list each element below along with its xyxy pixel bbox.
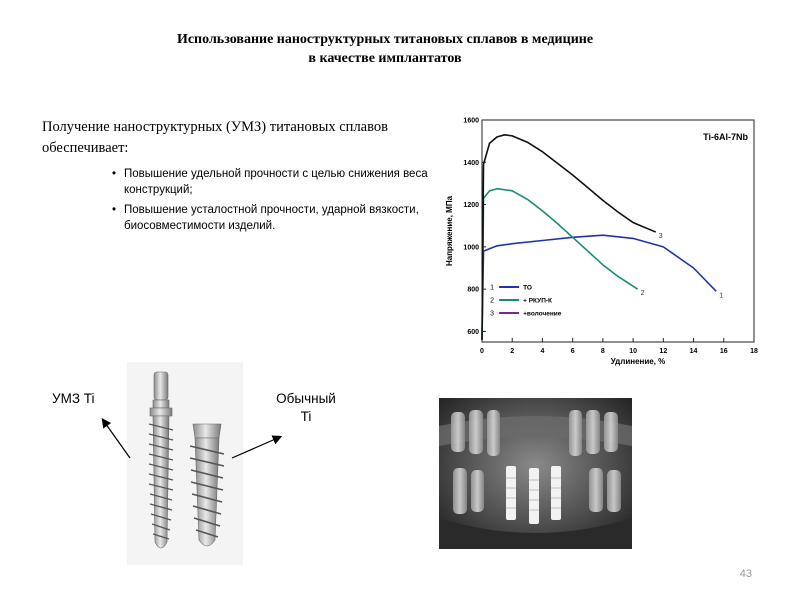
legend-label: ТО — [523, 284, 532, 292]
stress-strain-chart — [438, 112, 762, 368]
title-line-2: в качестве имплантатов — [308, 51, 462, 66]
label-regular-line-1: Обычный — [276, 391, 336, 406]
y-tick-label: 1600 — [463, 117, 479, 125]
legend-number: 3 — [490, 310, 495, 318]
bullet-item: • Повышение удельной прочности с целью снижения веса конструкций; — [112, 166, 432, 198]
lead-text: Получение наноструктурных (УМЗ) титановых сплавов обеспечивает: — [42, 119, 388, 156]
x-tick-label: 0 — [480, 348, 484, 355]
y-tick-label: 800 — [467, 286, 479, 294]
y-axis-label: Напряжение, МПа — [445, 195, 454, 267]
slide-title — [60, 30, 710, 68]
series-end-label: 2 — [640, 290, 645, 298]
xray-illustration — [439, 398, 632, 549]
bullet-list — [112, 166, 432, 238]
x-tick-label: 14 — [689, 348, 698, 355]
page-number: 43 — [739, 568, 752, 580]
series-end-label: 1 — [719, 292, 724, 300]
legend-number: 2 — [490, 297, 495, 305]
chart-title: Ti-6Al-7Nb — [703, 132, 748, 142]
x-tick-label: 4 — [540, 348, 545, 355]
arrow-umz — [103, 420, 130, 458]
x-tick-label: 18 — [750, 348, 758, 355]
x-tick-label: 16 — [719, 348, 728, 355]
x-tick-label: 8 — [600, 348, 605, 355]
dental-xray-image — [439, 398, 632, 549]
y-tick-label: 600 — [467, 328, 479, 336]
label-umz-ti: УМЗ Ti — [52, 391, 95, 406]
title-line-1: Использование наноструктурных титановых сплавов в медицине — [176, 32, 594, 47]
legend-number: 1 — [490, 284, 495, 292]
y-tick-label: 1400 — [463, 159, 479, 167]
x-tick-label: 6 — [570, 348, 575, 355]
x-tick-label: 2 — [510, 348, 515, 355]
plot-area — [482, 120, 754, 342]
bullet-item: • Повышение усталостной прочности, ударной вязкости, биосовместимости изделий. — [112, 202, 432, 234]
label-regular-ti — [264, 390, 348, 426]
legend-label: +волочение — [523, 310, 562, 318]
series-end-label: 3 — [658, 233, 663, 241]
x-tick-label: 10 — [629, 348, 638, 355]
chart-svg — [438, 112, 762, 368]
label-regular-line-2: Ti — [300, 409, 312, 424]
x-tick-label: 12 — [659, 348, 668, 355]
x-axis-label: Удлинение, % — [610, 357, 666, 366]
y-tick-label: 1200 — [463, 202, 479, 210]
implants-illustration — [127, 362, 243, 565]
implants-photo — [127, 362, 243, 565]
y-tick-label: 1000 — [463, 244, 479, 252]
legend-label: + РКУП-К — [523, 297, 553, 305]
